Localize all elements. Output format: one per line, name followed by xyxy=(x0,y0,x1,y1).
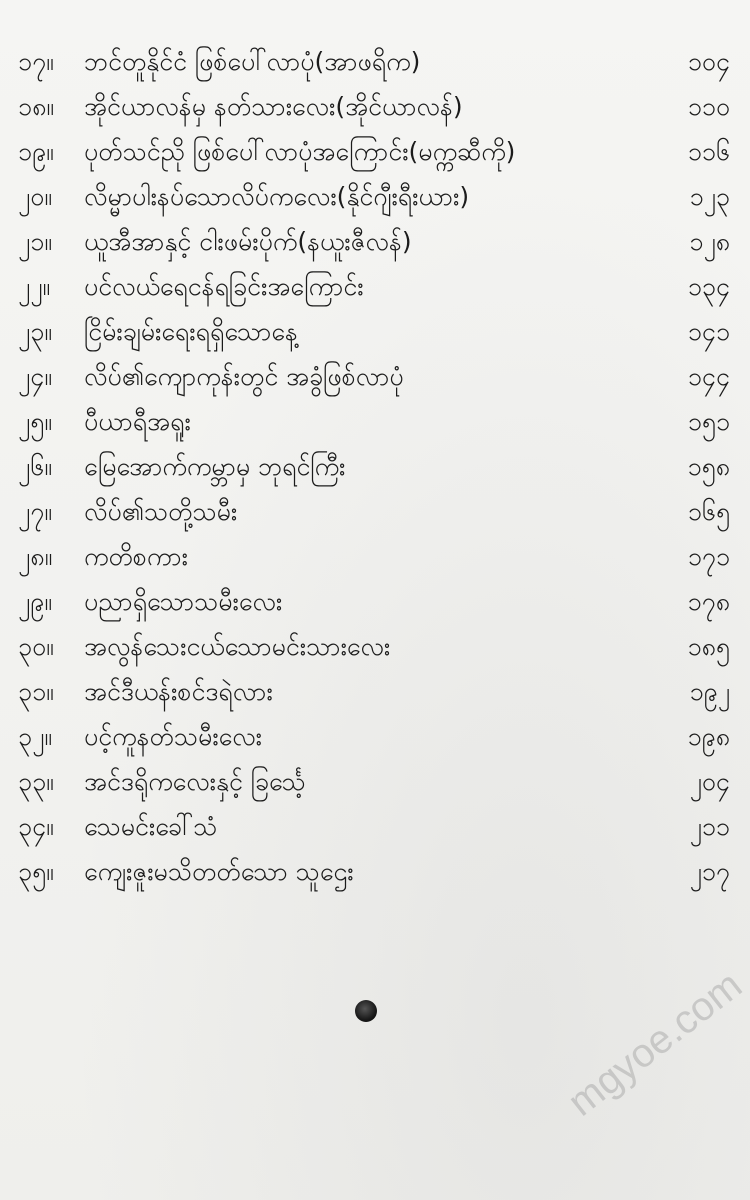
toc-entry-title: သေမင်းခေါ်သံ xyxy=(84,812,218,841)
toc-entry-title: လိပ်၏ကျောကုန်းတွင် အခွံဖြစ်လာပုံ xyxy=(84,362,404,391)
toc-entry xyxy=(18,762,730,807)
toc-entry-page: ၁၈၅ xyxy=(687,632,730,661)
toc-entry-number: ၁၇။ xyxy=(18,47,54,76)
toc-entry-title: ဘင်တူနိုင်ငံ ဖြစ်ပေါ်လာပုံ(အာဖရိက) xyxy=(84,47,421,76)
toc-entry-title: ပညာရှိသောသမီးလေး xyxy=(84,587,283,616)
toc-entry-page: ၁၄၄ xyxy=(687,362,730,391)
toc-entry xyxy=(18,627,730,672)
toc-entry-number: ၃၀။ xyxy=(18,632,54,661)
toc-entry xyxy=(18,537,730,582)
toc-entry xyxy=(18,312,730,357)
toc-entry-title: အလွန်သေးငယ်သောမင်းသားလေး xyxy=(84,632,391,661)
toc-entry-page: ၂၀၄ xyxy=(689,767,730,796)
toc-entry xyxy=(18,132,730,177)
toc-entry-number: ၂၄။ xyxy=(18,362,52,391)
toc-entry-number: ၃၁။ xyxy=(18,677,54,706)
toc-entry xyxy=(18,87,730,132)
toc-entry-page: ၁၁၀ xyxy=(687,92,730,121)
end-ornament-dot-icon xyxy=(355,1000,377,1022)
toc-entry-page: ၁၀၄ xyxy=(687,47,730,76)
toc-entry-title: လိမ္မာပါးနပ်သောလိပ်ကလေး(နိုင်ဂျီးရီးယား) xyxy=(84,182,470,211)
toc-entry-title: ကတိစကား xyxy=(84,542,188,571)
toc-entry xyxy=(18,267,730,312)
toc-entry-title: ယူအီအာနှင့် ငါးဖမ်းပိုက်(နယူးဇီလန်) xyxy=(84,227,412,256)
toc-entry xyxy=(18,177,730,222)
toc-entry xyxy=(18,807,730,852)
toc-entry xyxy=(18,402,730,447)
toc-entry xyxy=(18,852,730,897)
toc-entry-page: ၁၇၈ xyxy=(687,587,730,616)
toc-entry xyxy=(18,42,730,87)
toc-entry xyxy=(18,222,730,267)
toc-entry-title: လိပ်၏သတို့သမီး xyxy=(84,497,238,526)
toc-entry-number: ၂၃။ xyxy=(18,317,52,346)
toc-entry xyxy=(18,357,730,402)
toc-entry-title: ကျေးဇူးမသိတတ်သော သူဌေး xyxy=(84,857,354,886)
toc-entry-page: ၁၉၂ xyxy=(689,677,730,706)
toc-entry-title: အင်ဒီယန်းစင်ဒရဲလား xyxy=(84,677,273,706)
toc-entry-page: ၂၁၁ xyxy=(689,812,730,841)
watermark-text: mgyoe.com xyxy=(560,962,750,1125)
toc-entry-number: ၃၅။ xyxy=(18,857,54,886)
toc-entry-number: ၂၈။ xyxy=(18,542,53,571)
toc-entry xyxy=(18,447,730,492)
toc-entry-number: ၃၂။ xyxy=(18,722,52,751)
toc-entry-title: ပီယာရီအရူး xyxy=(84,407,191,436)
toc-entry-title: အင်ဒရိုကလေးနှင့် ခြင်္သေ့ xyxy=(84,767,306,796)
toc-entry-page: ၁၅၁ xyxy=(687,407,730,436)
toc-entry-title: ငြိမ်းချမ်းရေးရရှိသောနေ့ xyxy=(84,317,298,346)
toc-entry-number: ၃၄။ xyxy=(18,812,54,841)
table-of-contents xyxy=(18,42,730,897)
toc-entry-number: ၂၅။ xyxy=(18,407,52,436)
toc-entry-number: ၁၈။ xyxy=(18,92,54,121)
toc-entry xyxy=(18,492,730,537)
toc-entry-number: ၂၆။ xyxy=(18,452,52,481)
toc-entry-number: ၂၀။ xyxy=(18,182,52,211)
toc-entry-page: ၁၂၃ xyxy=(689,182,730,211)
toc-entry-title: ပင်လယ်ရေငန်ရခြင်းအကြောင်း xyxy=(84,272,364,301)
toc-entry-number: ၂၇။ xyxy=(18,497,52,526)
toc-entry-number: ၂၉။ xyxy=(18,587,52,616)
toc-entry-page: ၁၇၁ xyxy=(687,542,730,571)
toc-entry-number: ၂၂။ xyxy=(18,272,51,301)
toc-entry xyxy=(18,717,730,762)
toc-entry-page: ၁၃၄ xyxy=(687,272,730,301)
toc-entry-page: ၁၂၈ xyxy=(689,227,730,256)
toc-entry xyxy=(18,672,730,717)
toc-entry-title: ပုတ်သင်ညို ဖြစ်ပေါ်လာပုံအကြောင်း(မက္ကဆီကို) xyxy=(84,137,516,166)
toc-entry xyxy=(18,582,730,627)
toc-entry-title: အိုင်ယာလန်မှ နတ်သားလေး(အိုင်ယာလန်) xyxy=(84,92,463,121)
toc-entry-number: ၁၉။ xyxy=(18,137,54,166)
toc-entry-page: ၁၉၈ xyxy=(687,722,730,751)
toc-entry-title: ပင့်ကူနတ်သမီးလေး xyxy=(84,722,263,751)
toc-entry-page: ၁၄၁ xyxy=(687,317,730,346)
toc-entry-page: ၁၁၆ xyxy=(687,137,730,166)
toc-entry-title: မြေအောက်ကမ္ဘာမှ ဘုရင်ကြီး xyxy=(84,452,346,481)
toc-entry-number: ၃၃။ xyxy=(18,767,54,796)
toc-entry-page: ၁၆၅ xyxy=(687,497,730,526)
toc-entry-number: ၂၁။ xyxy=(18,227,52,256)
toc-entry-page: ၁၅၈ xyxy=(687,452,730,481)
toc-entry-page: ၂၁၇ xyxy=(689,857,730,886)
